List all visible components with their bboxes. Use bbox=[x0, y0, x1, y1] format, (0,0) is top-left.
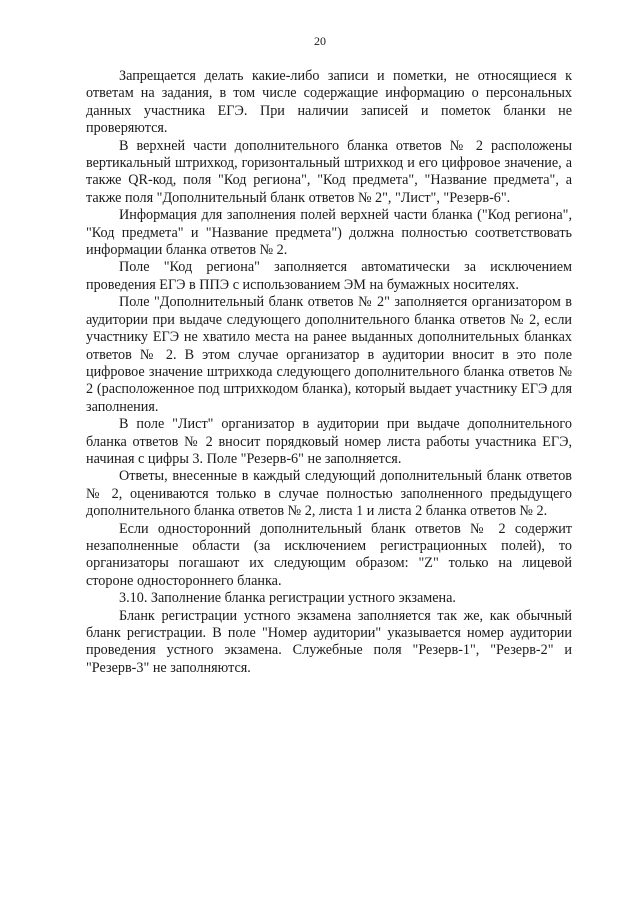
document-body bbox=[86, 68, 572, 677]
page-number: 20 bbox=[314, 34, 326, 48]
section-heading-oral-exam: 3.10. Заполнение бланка регистрации устного экзамена. bbox=[119, 590, 456, 607]
paragraph-region-code: Поле "Код региона" заполняется автоматически за исключением проведения ЕГЭ в ППЭ с использованием ЭМ на бумажных носителях. bbox=[86, 259, 572, 293]
paragraph-header-fields: В верхней части дополнительного бланка ответов № 2 расположены вертикальный штрихкод, горизонтальный штрихкод и его цифровое значение, а также QR-код, поля "Код региона", "Код предмета", "Название предмета", а также поля "Дополнительный бланк ответов № 2", "Лист", "Резерв-6". bbox=[86, 137, 572, 206]
paragraph-sheet-field: В поле "Лист" организатор в аудитории при выдаче дополнительного бланка ответов № 2 вносит порядковый номер листа работы участника ЕГЭ, начиная с цифры 3. Поле "Резерв-6" не заполняется. bbox=[86, 416, 572, 467]
paragraph-one-sided-form: Если односторонний дополнительный бланк ответов № 2 содержит незаполненные области (за исключением регистрационных полей), то организаторы погашают их следующим образом: "Z" только на лицевой стороне одностороннего бланка. bbox=[86, 520, 572, 589]
paragraph-answers-evaluation: Ответы, внесенные в каждый следующий дополнительный бланк ответов № 2, оцениваются только в случае полностью заполненного предыдущего дополнительного бланка ответов № 2, листа 1 и листа 2 бланка ответов № 2. bbox=[86, 468, 572, 520]
paragraph-oral-registration: Бланк регистрации устного экзамена заполняется так же, как обычный бланк регистрации. В поле "Номер аудитории" указывается номер аудитории проведения устного экзамена. Служебные поля "Резерв-1", "Резерв-2" и "Резерв-3" не заполняются. bbox=[86, 607, 572, 676]
paragraph-no-marks: Запрещается делать какие-либо записи и пометки, не относящиеся к ответам на задания, в том числе содержащие информацию о персональных данных участника ЕГЭ. При наличии записей и пометок бланки не проверяются. bbox=[86, 68, 572, 137]
paragraph-additional-form-field: Поле "Дополнительный бланк ответов № 2" заполняется организатором в аудитории при выдаче следующего дополнительного бланка ответов № 2, если участнику ЕГЭ не хватило места на ранее выданных дополнительных бланках ответов № 2. В этом случае организатор в аудитории вносит в это поле цифровое значение штрихкода следующего дополнительного бланка ответов № 2 (расположенное под штрихкодом бланка), который выдает участнику ЕГЭ для заполнения. bbox=[86, 294, 572, 415]
paragraph-header-info: Информация для заполнения полей верхней части бланка ("Код региона", "Код предмета" и "Название предмета") должна полностью соответствовать информации бланка ответов № 2. bbox=[86, 207, 572, 259]
